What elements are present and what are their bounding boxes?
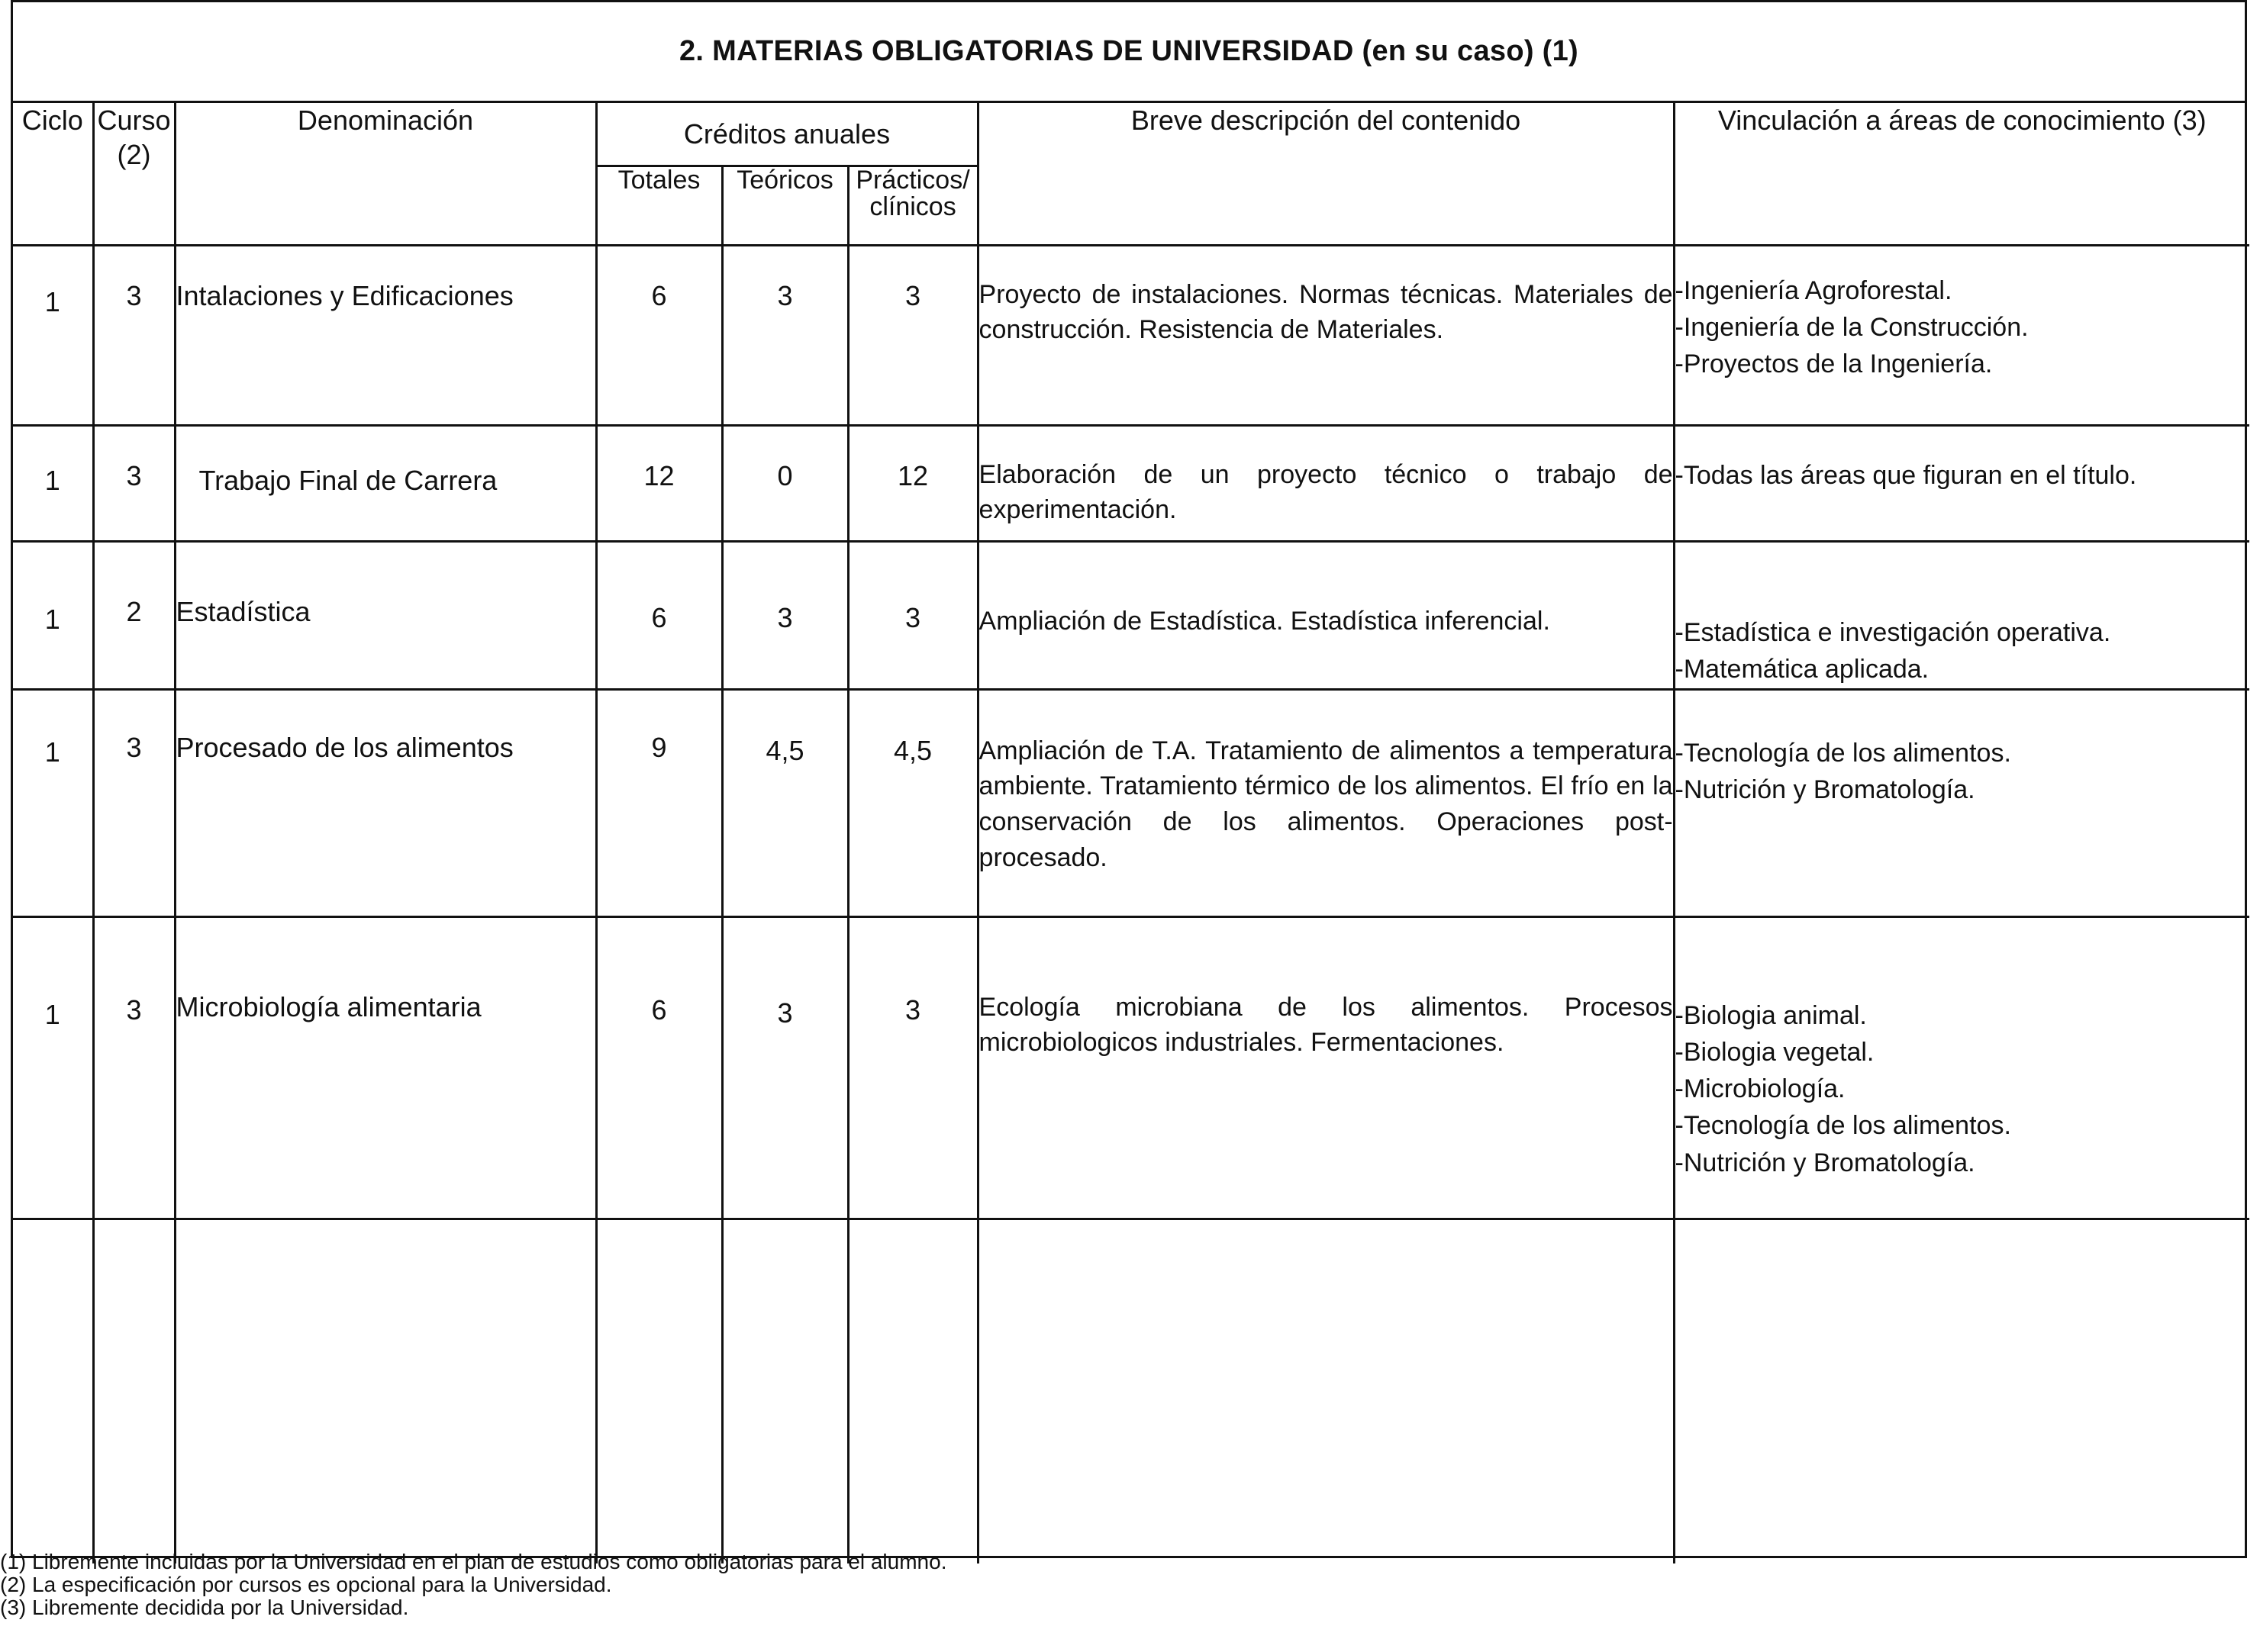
cell-totales: 6	[596, 916, 722, 1219]
cell-descripcion: Ecología microbiana de los alimentos. Procesos microbiologicos industriales. Fermentaciones.	[978, 916, 1674, 1219]
header-curso	[93, 103, 175, 245]
cell-areas	[1674, 689, 2249, 916]
table-row	[13, 916, 2249, 1219]
header-practicos-line1: Prácticos/	[856, 165, 970, 195]
cell-practicos: 3	[848, 916, 978, 1219]
cell-denominacion: Procesado de los alimentos	[175, 689, 596, 916]
cell-denominacion: Intalaciones y Edificaciones	[175, 245, 596, 425]
header-denominacion: Denominación	[175, 103, 596, 245]
cell-practicos: 3	[848, 541, 978, 689]
cell-curso: 2	[93, 541, 175, 689]
cell-teoricos: 0	[722, 425, 848, 541]
area-item: -Tecnología de los alimentos.	[1675, 1111, 2011, 1141]
cell-practicos: 3	[848, 245, 978, 425]
table-row	[13, 541, 2249, 689]
cell-descripcion: Ampliación de T.A. Tratamiento de alimentos a temperatura ambiente. Tratamiento térmico de los alimentos. El frío en la conservación de los alimentos. Operaciones post-procesado.	[978, 689, 1674, 916]
header-practicos	[848, 166, 978, 245]
header-practicos-line2: clínicos	[869, 192, 956, 222]
cell-practicos: 4,5	[848, 689, 978, 916]
cell-descripcion: Proyecto de instalaciones. Normas técnicas. Materiales de construcción. Resistencia de Materiales.	[978, 245, 1674, 425]
cell-areas	[1674, 541, 2249, 689]
cell-denominacion: Estadística	[175, 541, 596, 689]
table-row	[13, 245, 2249, 425]
cell-areas	[1674, 425, 2249, 541]
area-item: -Matemática aplicada.	[1675, 654, 1930, 684]
area-item: -Estadística e investigación operativa.	[1675, 617, 2111, 647]
empty-cell	[175, 1219, 596, 1563]
footnote: (3) Libremente decidida por la Universidad.	[0, 1596, 409, 1620]
cell-ciclo: 1	[13, 541, 93, 689]
table-row	[13, 689, 2249, 916]
cell-descripcion: Ampliación de Estadística. Estadística inferencial.	[978, 541, 1674, 689]
header-ciclo: Ciclo	[13, 103, 93, 245]
area-item: -Ingeniería de la Construcción.	[1675, 312, 2029, 342]
header-curso-note: (2)	[117, 139, 151, 170]
cell-totales: 6	[596, 541, 722, 689]
area-item: -Nutrición y Bromatología.	[1675, 774, 1975, 804]
empty-cell	[722, 1219, 848, 1563]
cell-totales: 12	[596, 425, 722, 541]
footnotes	[0, 1551, 1298, 1620]
cell-totales: 9	[596, 689, 722, 916]
cell-teoricos: 3	[722, 541, 848, 689]
header-vinculacion: Vinculación a áreas de conocimiento (3)	[1674, 103, 2249, 245]
area-item: -Biologia animal.	[1675, 1000, 1867, 1030]
empty-cell	[1674, 1219, 2249, 1563]
subjects-form	[11, 0, 2247, 1558]
subjects-table	[13, 103, 2249, 1563]
empty-cell	[93, 1219, 175, 1563]
area-item: -Todas las áreas que figuran en el título.	[1675, 460, 2137, 490]
cell-ciclo: 1	[13, 245, 93, 425]
cell-ciclo: 1	[13, 916, 93, 1219]
header-teoricos: Teóricos	[722, 166, 848, 245]
empty-row	[13, 1219, 2249, 1563]
header-totales: Totales	[596, 166, 722, 245]
cell-teoricos: 3	[722, 245, 848, 425]
empty-cell	[596, 1219, 722, 1563]
footnote: (2) La especificación por cursos es opcional para la Universidad.	[0, 1573, 612, 1597]
footnote: (1) Libremente incluidas por la Universidad en el plan de estudios como obligatorias para el alumno.	[0, 1550, 947, 1573]
cell-totales: 6	[596, 245, 722, 425]
empty-cell	[13, 1219, 93, 1563]
cell-descripcion: Elaboración de un proyecto técnico o trabajo de experimentación.	[978, 425, 1674, 541]
empty-cell	[978, 1219, 1674, 1563]
header-curso-label: Curso	[97, 105, 171, 136]
cell-ciclo: 1	[13, 425, 93, 541]
cell-teoricos: 4,5	[722, 689, 848, 916]
cell-practicos: 12	[848, 425, 978, 541]
header-descripcion: Breve descripción del contenido	[978, 103, 1674, 245]
cell-curso: 3	[93, 425, 175, 541]
page-title: 2. MATERIAS OBLIGATORIAS DE UNIVERSIDAD (en su caso) (1)	[13, 2, 2245, 103]
cell-curso: 3	[93, 689, 175, 916]
cell-areas	[1674, 916, 2249, 1219]
header-creditos: Créditos anuales	[596, 103, 978, 166]
cell-denominacion: Microbiología alimentaria	[175, 916, 596, 1219]
area-item: -Proyectos de la Ingeniería.	[1675, 349, 1993, 379]
cell-denominacion: Trabajo Final de Carrera	[175, 425, 596, 541]
empty-cell	[848, 1219, 978, 1563]
table-row	[13, 425, 2249, 541]
cell-teoricos: 3	[722, 916, 848, 1219]
area-item: -Biologia vegetal.	[1675, 1037, 1875, 1067]
cell-areas	[1674, 245, 2249, 425]
cell-curso: 3	[93, 916, 175, 1219]
cell-curso: 3	[93, 245, 175, 425]
area-item: -Ingeniería Agroforestal.	[1675, 275, 1952, 305]
cell-ciclo: 1	[13, 689, 93, 916]
area-item: -Tecnología de los alimentos.	[1675, 738, 2011, 768]
area-item: -Microbiología.	[1675, 1074, 1846, 1104]
area-item: -Nutrición y Bromatología.	[1675, 1148, 1975, 1177]
